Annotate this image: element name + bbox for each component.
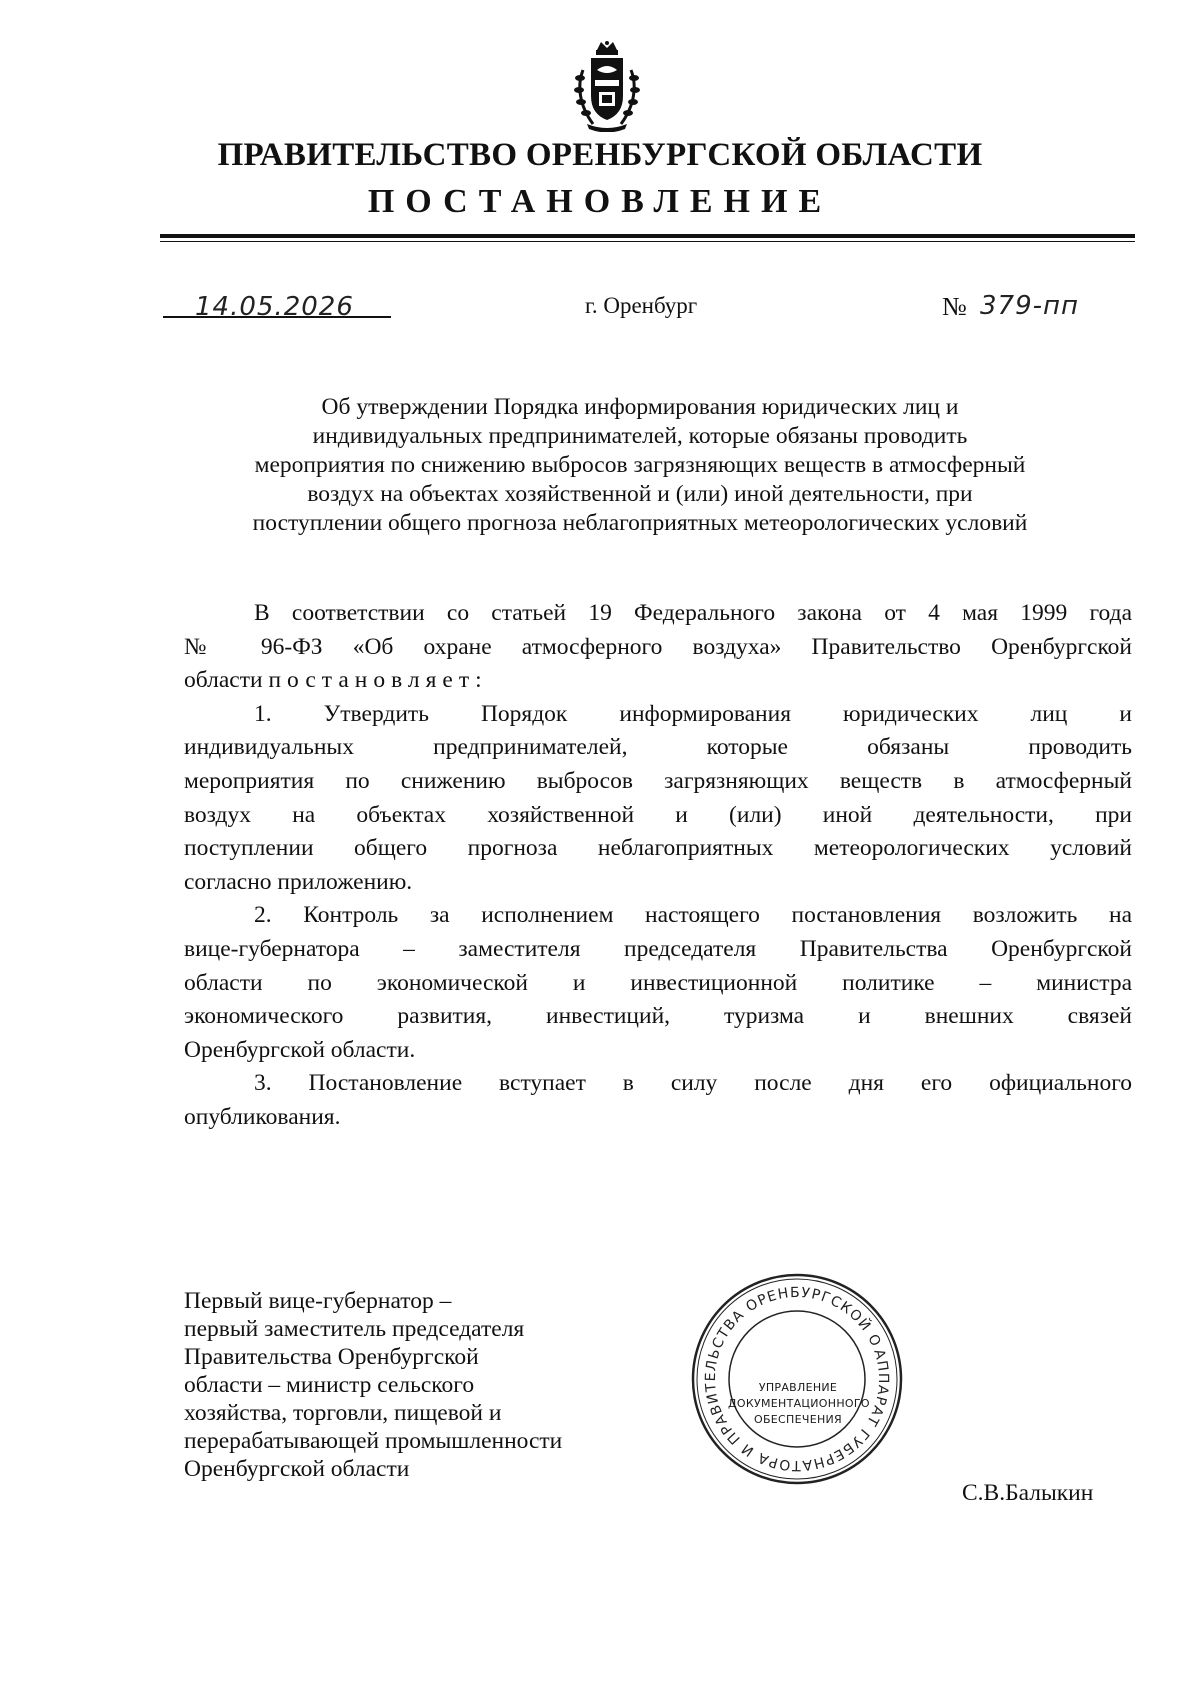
item1-line: согласно приложению.: [184, 868, 413, 895]
coat-of-arms-emblem: [573, 40, 641, 132]
stamp-ring-text: АППАРАТ ГУБЕРНАТОРА И ПРАВИТЕЛЬСТВА ОРЕНБУРГСКОЙ ОБЛАСТИ: [702, 1284, 892, 1474]
document-date: 14.05.2026: [195, 292, 354, 322]
preamble-line: В соответствии со статьей 19 Федерального закона от 4 мая 1999 года: [254, 600, 1132, 626]
resolves-word: постановляет:: [268, 667, 488, 694]
number-label: №: [942, 292, 967, 321]
header-rule-thick: [160, 234, 1135, 238]
signer-line: перерабатывающей промышленности: [184, 1428, 563, 1454]
svg-text:АППАРАТ ГУБЕРНАТОРА И ПРАВИТЕЛ: [688, 1270, 906, 1488]
signer-line: Правительства Оренбургской: [184, 1344, 479, 1370]
stamp-center-text: [728, 1380, 868, 1428]
official-stamp: [688, 1270, 906, 1488]
header-rule-thin: [160, 241, 1135, 242]
item3-line: опубликования.: [184, 1103, 341, 1130]
signer-position: [184, 1287, 562, 1483]
item1-line: воздух на объектах хозяйственной и (или) иной деятельности, при: [184, 801, 1132, 828]
item2-line: 2. Контроль за исполнением настоящего постановления возложить на: [254, 902, 1132, 929]
heading-line: воздух на объектах хозяйственной и (или) иной деятельности, при: [307, 481, 973, 507]
heading-line: индивидуальных предпринимателей, которые обязаны проводить: [312, 423, 968, 449]
stamp-center-line: ОБЕСПЕЧЕНИЯ: [754, 1413, 842, 1426]
document-city: г. Оренбург: [585, 293, 698, 318]
document-body: [184, 597, 1132, 1135]
heading-line: мероприятия по снижению выбросов загрязняющих веществ в атмосферный: [254, 452, 1026, 478]
heading-line: поступлении общего прогноза неблагоприятных метеорологических условий: [252, 510, 1028, 536]
stamp-center-line: УПРАВЛЕНИЕ: [758, 1381, 838, 1394]
item1-line: индивидуальных предпринимателей, которые обязаны проводить: [184, 734, 1132, 761]
document-type: ПОСТАНОВЛЕНИЕ: [367, 183, 833, 220]
item2-line: вице-губернатора – заместителя председателя Правительства Оренбургской: [184, 935, 1132, 962]
signer-line: Оренбургской области: [184, 1456, 410, 1482]
item2-line: экономического развития, инвестиций, туризма и внешних связей: [184, 1003, 1132, 1030]
item1-line: поступлении общего прогноза неблагоприятных метеорологических условий: [184, 835, 1132, 862]
preamble-end: области: [184, 667, 263, 694]
document-heading: [150, 393, 1130, 538]
signer-name: С.В.Балыкин: [962, 1480, 1094, 1506]
item1-line: 1. Утвердить Порядок информирования юридических лиц и: [254, 700, 1132, 727]
stamp-center-line: ДОКУМЕНТАЦИОННОГО: [728, 1397, 870, 1410]
item1-line: мероприятия по снижению выбросов загрязняющих веществ в атмосферный: [184, 767, 1132, 794]
signer-line: первый заместитель председателя: [184, 1316, 525, 1342]
signer-line: хозяйства, торговли, пищевой и: [184, 1400, 502, 1426]
government-name: ПРАВИТЕЛЬСТВО ОРЕНБУРГСКОЙ ОБЛАСТИ: [217, 137, 983, 173]
item2-line: области по экономической и инвестиционной политике – министра: [184, 969, 1132, 996]
document-number: 379-пп: [980, 291, 1080, 321]
preamble-line-end: [184, 664, 1132, 698]
preamble-line: № 96-ФЗ «Об охране атмосферного воздуха» Правительство Оренбургской: [184, 633, 1132, 660]
signer-line: Первый вице-губернатор –: [184, 1288, 452, 1314]
signer-line: области – министр сельского: [184, 1372, 475, 1398]
item2-line: Оренбургской области.: [184, 1036, 416, 1063]
item3-line: 3. Постановление вступает в силу после дня его официального: [254, 1070, 1132, 1097]
heading-line: Об утверждении Порядка информирования юридических лиц и: [321, 394, 959, 420]
